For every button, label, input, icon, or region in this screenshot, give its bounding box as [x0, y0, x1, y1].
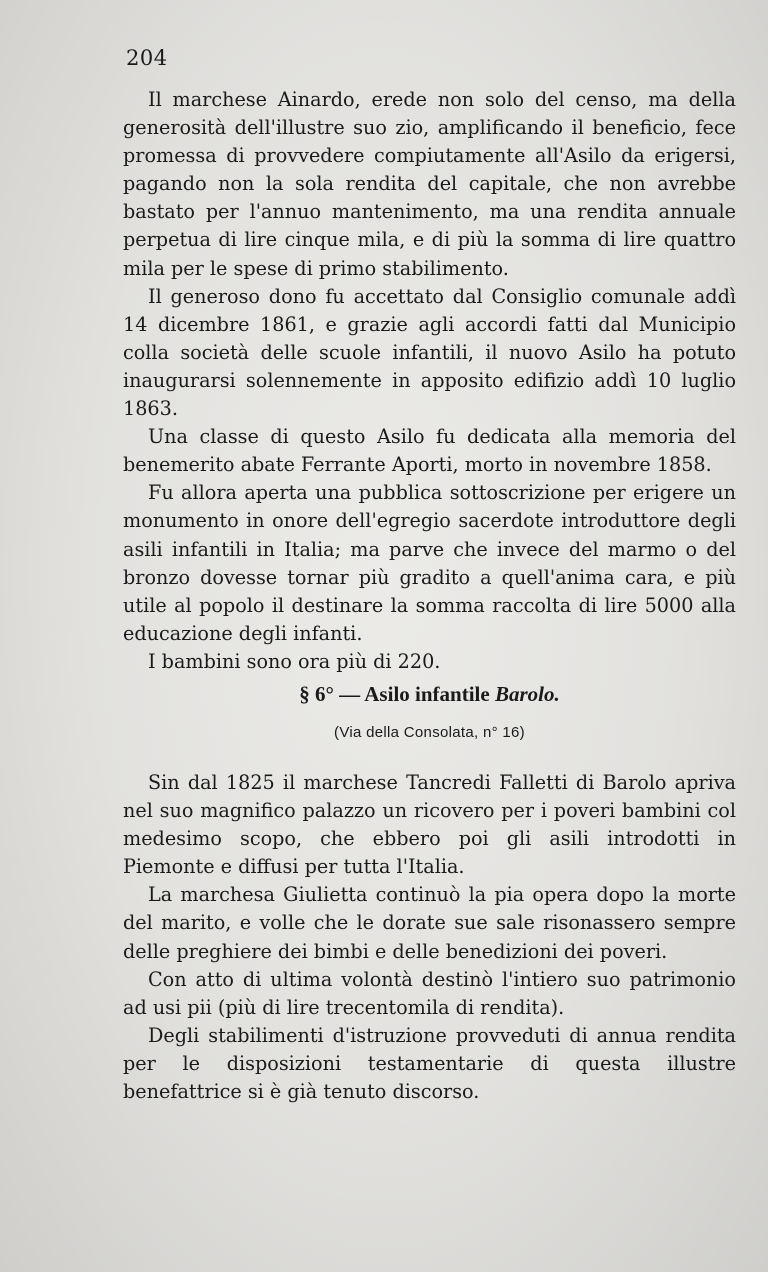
paragraph: Con atto di ultima volontà destinò l'intiero suo patrimonio ad usi pii (più di lire trecentomila di rendita). [123, 967, 736, 1019]
section-heading-name: Barolo. [494, 682, 560, 706]
paragraph: Sin dal 1825 il marchese Tancredi Falletti di Barolo apriva nel suo magnifico palazzo un ricovero per i poveri bambini col medesimo scopo, che ebbero poi gli asili introdotti in Piemonte e diffusi per tutta l'Italia. [123, 771, 736, 879]
text-block-before-section [123, 86, 736, 676]
paragraph: Il marchese Ainardo, erede non solo del censo, ma della generosità dell'illustre suo zio, amplificando il beneficio, fece promessa di provvedere compiutamente all'Asilo da erigersi, pagando non la sola rendita del capitale, che non avrebbe bastato per l'annuo mantenimento, ma una rendita annuale perpetua di lire cinque mila, e di più la somma di lire quattro mila per le spese di primo stabilimento. [123, 88, 736, 280]
section-heading-prefix: § 6° — Asilo infantile [299, 682, 495, 706]
text-block-after-section [123, 769, 736, 1106]
paragraph: Fu allora aperta una pubblica sottoscrizione per erigere un monumento in onore dell'egregio sacerdote introduttore degli asili infantili in Italia; ma parve che invece del marmo o del bronzo dovesse tornar più gradito a quell'anima cara, e più utile al popolo il destinare la somma raccolta di lire 5000 alla educazione degli infanti. [123, 481, 736, 645]
paragraph: Degli stabilimenti d'istruzione provveduti di annua rendita per le disposizioni testamentarie di questa illustre benefattrice si è già tenuto discorso. [123, 1023, 736, 1104]
paragraph: Il generoso dono fu accettato dal Consiglio comunale addì 14 dicembre 1861, e grazie agli accordi fatti dal Municipio colla società delle scuole infantili, il nuovo Asilo ha potuto inaugurarsi solennemente in apposito edifizio addì 10 luglio 1863. [123, 284, 736, 421]
paragraph: I bambini sono ora più di 220. [148, 649, 441, 673]
paragraph: Una classe di questo Asilo fu dedicata alla memoria del benemerito abate Ferrante Aporti, morto in novembre 1858. [123, 425, 736, 477]
page-number: 204 [126, 46, 168, 70]
section-address: (Via della Consolata, n° 16) [334, 724, 525, 741]
paragraph: La marchesa Giulietta continuò la pia opera dopo la morte del marito, e volle che le dorate sue sale risonassero sempre delle preghiere dei bimbi e delle benedizioni dei poveri. [123, 883, 736, 963]
section-heading [123, 682, 736, 707]
